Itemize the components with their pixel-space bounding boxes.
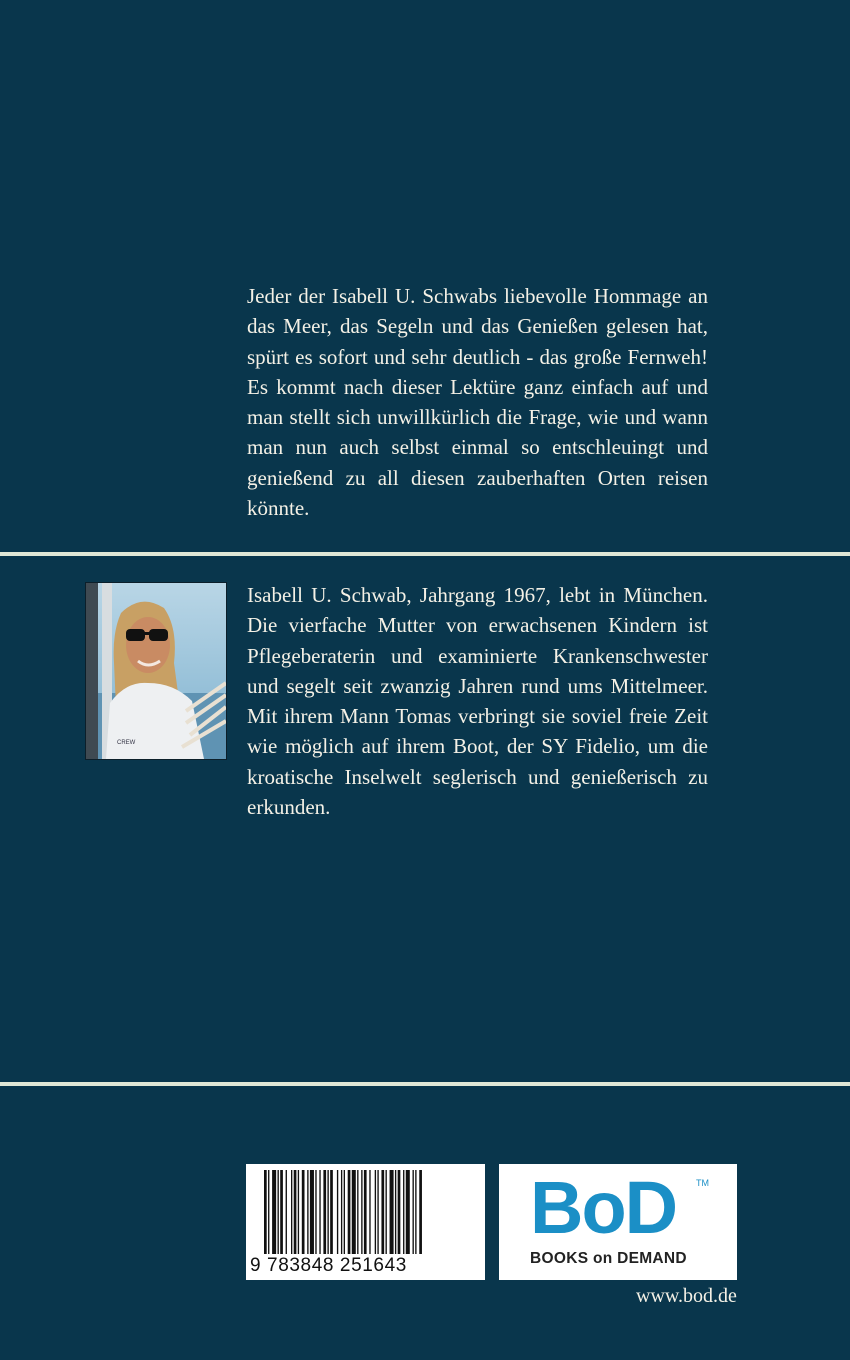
publisher-url[interactable]: www.bod.de xyxy=(636,1285,737,1307)
barcode-bar xyxy=(403,1170,404,1254)
barcode-bar xyxy=(352,1170,356,1254)
barcode-bar xyxy=(413,1170,414,1254)
barcode-bar xyxy=(286,1170,287,1254)
barcode-bar xyxy=(364,1170,367,1254)
barcode-bar xyxy=(377,1170,378,1254)
barcode-bar xyxy=(330,1170,333,1254)
divider-bottom xyxy=(0,1082,850,1086)
trademark: TM xyxy=(696,1178,709,1188)
bio-text: Isabell U. Schwab, Jahrgang 1967, lebt in München. Die vierfache Mutter von erwachsenen Kindern ist Pflegeberaterin und examinierte Krankenschwester und segelt seit zwanzig Jahren rund ums Mittelmeer. Mit ihrem Mann Tomas verbringt sie soviel freie Zeit wie möglich auf ihrem Boot, der SY Fidelio, um die kroatische Inselwelt seglerisch und genießerisch zu erkunden. xyxy=(247,583,708,820)
barcode-bar xyxy=(323,1170,326,1254)
shirt-label: CREW xyxy=(117,740,136,746)
barcode-bar xyxy=(272,1170,276,1254)
barcode-bar xyxy=(348,1170,351,1254)
barcode-bar xyxy=(337,1170,338,1254)
barcode-bar xyxy=(419,1170,422,1254)
barcode-bar xyxy=(361,1170,362,1254)
barcode-bar xyxy=(294,1170,297,1254)
isbn-barcode xyxy=(246,1164,485,1280)
barcode-bar xyxy=(357,1170,358,1254)
barcode-bar xyxy=(327,1170,328,1254)
barcode-bar xyxy=(386,1170,387,1254)
barcode-bar xyxy=(280,1170,283,1254)
barcode-bar xyxy=(406,1170,410,1254)
author-bio xyxy=(247,580,708,822)
isbn-digits: 9 783848 251643 xyxy=(250,1255,407,1276)
barcode-bar xyxy=(268,1170,269,1254)
barcode-bar xyxy=(381,1170,384,1254)
blurb-text: Jeder der Isabell U. Schwabs liebevolle Hommage an das Meer, das Segeln und das Genießen gelesen hat, spürt es sofort und sehr deutlich - das große Fernweh! Es kommt nach dieser Lektüre ganz einfach auf und man stellt sich unwillkürlich die Frage, wie und wann man nun auch selbst einmal so entschleuingt und genießend zu all diesen zauberhaften Orten reisen könnte. xyxy=(247,284,708,521)
back-cover-blurb xyxy=(247,281,708,523)
barcode-bar xyxy=(307,1170,308,1254)
barcode-bar xyxy=(278,1170,279,1254)
divider-top xyxy=(0,552,850,556)
barcode-bar xyxy=(375,1170,376,1254)
barcode-bar xyxy=(319,1170,320,1254)
barcode-bar xyxy=(302,1170,305,1254)
barcode-bar xyxy=(291,1170,292,1254)
barcode-bar xyxy=(341,1170,342,1254)
barcode-bar xyxy=(264,1170,267,1254)
publisher-tagline: BOOKS on DEMAND xyxy=(530,1250,687,1267)
barcode-bar xyxy=(395,1170,396,1254)
barcode-bar xyxy=(415,1170,416,1254)
bod-logo: BoD xyxy=(530,1166,677,1249)
barcode-bar xyxy=(369,1170,370,1254)
barcode-bar xyxy=(315,1170,316,1254)
barcode-bars xyxy=(246,1164,485,1256)
barcode-bar xyxy=(298,1170,299,1254)
barcode-bar xyxy=(398,1170,401,1254)
author-photo xyxy=(85,582,227,760)
barcode-bar xyxy=(344,1170,345,1254)
publisher-logo-box xyxy=(499,1164,737,1280)
barcode-bar xyxy=(310,1170,314,1254)
barcode-bar xyxy=(390,1170,394,1254)
